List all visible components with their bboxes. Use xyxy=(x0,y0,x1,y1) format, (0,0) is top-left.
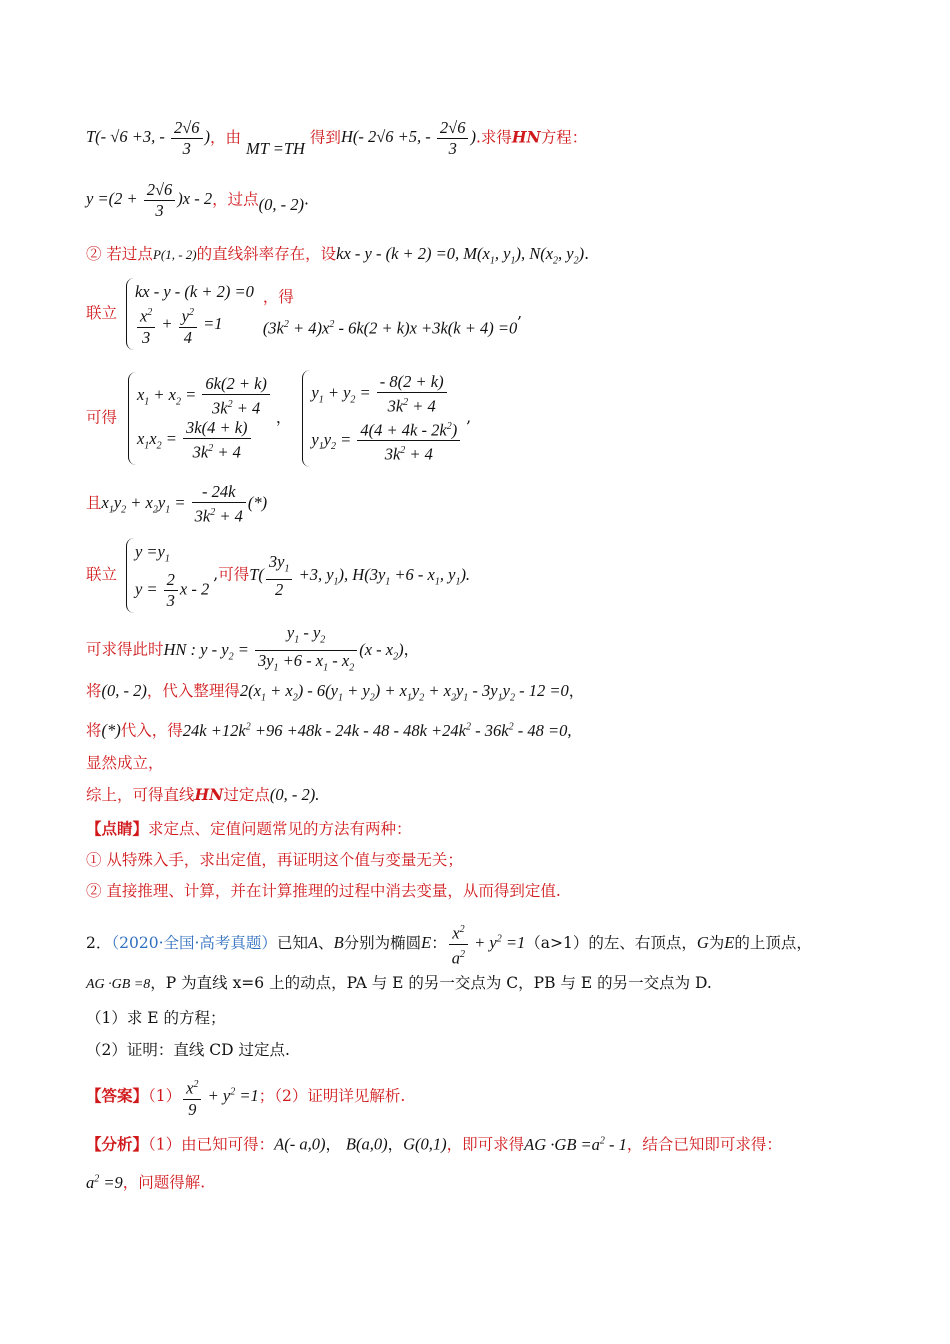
text: 的上顶点， xyxy=(734,933,812,952)
text: ，代入整理得 xyxy=(146,682,240,700)
text: ② 若过点 xyxy=(86,245,153,263)
text: 代入，得 xyxy=(120,721,183,740)
text: （1）由已知可得： xyxy=(148,1135,275,1154)
text: 可求得此时 xyxy=(86,640,164,659)
problem-source: （2020·全国·高考真题） xyxy=(111,933,277,952)
text: 得到 xyxy=(309,128,341,147)
text: ； xyxy=(258,1087,275,1106)
text: 方程： xyxy=(540,128,588,147)
dianjing-text: 求定点、定值问题常见的方法有两种： xyxy=(148,820,412,838)
text: 可得 xyxy=(86,408,118,427)
text: 且 xyxy=(86,494,102,513)
text: .求得 xyxy=(475,128,512,147)
text: 为 xyxy=(708,933,725,952)
line-1: T(- √6 +3, - $\frac{2√6}{3}$ )，由 MT =TH 得到H(- 2√6 +5, - $\frac{2√6}{3}$ ).求得HN方程： xyxy=(86,118,588,159)
text: ，过点 xyxy=(212,190,259,209)
text: 将 xyxy=(86,721,102,740)
text: ，由 xyxy=(210,128,242,147)
analysis-line-2: $a^2 =9$，问题得解. xyxy=(86,1172,206,1192)
line-2: y =(2 + $\frac{2√6}{3}$ )x - 2，过点(0, - 2). xyxy=(86,180,309,220)
line-4: 联立 kx - y - (k + 2) =0 $\frac{x^2}{3}$ + $\frac{y^2}{4}$ =1 ，得 $(3k^2 + 4)x^2 - 6k(2 + k)x +3k(k + 4) =0$ , xyxy=(86,278,890,350)
dianjing-item-2: ② 直接推理、计算，并在计算推理的过程中消去变量，从而得到定值. xyxy=(86,882,561,900)
line-11: 显然成立， xyxy=(86,754,164,772)
problem-2: 2．（2020·全国·高考真题）已知A、B分别为椭圆E： $\frac{x^2}{a^2}$ + $y^2 =1(a>1)$的左、右顶点，G为E的上顶点， xyxy=(86,920,890,968)
text: 过定点 xyxy=(223,786,270,804)
text: ，得 xyxy=(262,288,294,306)
answer: 【答案】（1） $\frac{x^2}{9}$ + $y^2 =1$；（2）证明详见解析. xyxy=(86,1075,890,1120)
text: 将 xyxy=(86,682,102,700)
dianjing xyxy=(86,818,890,840)
text: ，问题得解. xyxy=(122,1173,206,1192)
line-12: 综上，可得直线HN过定点(0, - 2). xyxy=(86,785,320,804)
text: 综上，可得直线 xyxy=(86,786,195,804)
text: 的直线斜率存在，设 xyxy=(196,245,337,263)
question-2: （2）证明：直线 CD 过定点. xyxy=(86,1041,290,1059)
question-1: （1）求 E 的方程； xyxy=(86,1009,226,1027)
line-10: 将(*)代入，得$24k +12k^2 +96 +48k - 24k - 48 - 48k +24k^2 - 36k^2 - 48 =0$, xyxy=(86,720,572,740)
line-6: 且$x_1y_2 + x_2y_1$ = $\frac{- 24k}{3k^2 + 4}$ (*) xyxy=(86,482,268,526)
line-7: 联立 $y =y_1$ y = $\frac{2}{3}$ x - 2 ,可得T( $\frac{3y_1}{2}$ +3, $y_1$), $H(3y_1 +6 - x_1$, $y_1$). xyxy=(86,538,890,613)
analysis: 【分析】（1）由已知可得：A(- a,0)， B(a,0)，G(0,1)，即可求得AG $\cdot GB =a^2 - 1$，结合已知即可求得： xyxy=(86,1134,782,1154)
line-3: ② 若过点P(1, - 2)的直线斜率存在，设kx - y - (k + 2) =0, $M(x_1$, $y_1$), $N(x_2$, $y_2$). xyxy=(86,244,590,267)
text: 、 xyxy=(318,933,334,952)
analysis-label: 【分析】 xyxy=(86,1134,149,1154)
text: HN xyxy=(511,127,541,147)
text: （a>1）的左、右顶点， xyxy=(525,933,697,952)
text: （2）证明详见解析. xyxy=(274,1087,406,1106)
dianjing-item-1: ① 从特殊入手，求出定值，再证明这个值与变量无关； xyxy=(86,851,463,869)
text: ，即可求得 xyxy=(446,1135,525,1154)
line-8: 可求得此时HN : y - $y_2$ = $\frac{y_1 - y_2}{3y_1 +6 - x_1 - x_2}$ $(x - x_2)$， xyxy=(86,623,420,674)
line-5: 可得 $x_1 + x_2$ = $\frac{6k(2 + k)}{3k^2 + 4}$ $x_1x_2$ = $\frac{3k(4 + k)}{3k^2 + 4}$ ， $y_1 + y_2$ = $\frac{- 8(2 + k)}{3k^2 + 4}$ $y_1y_2$ = $\frac{4(4 + 4k - 2k^2)}{3k^2 + 4}$ , xyxy=(86,370,890,467)
text: ，结合已知即可求得： xyxy=(626,1135,782,1154)
text: （1） xyxy=(148,1087,182,1106)
line-9: 将(0, - 2)，代入整理得$2(x_1 + x_2) - 6(y_1 + y_2) + x_1y_2 + x_2y_1 - 3y_1y_2 - 12 =0$， xyxy=(86,681,585,704)
text: HN xyxy=(194,785,224,804)
text: 可得 xyxy=(218,565,250,584)
text: ，P 为直线 x=6 上的动点，PA 与 E 的另一交点为 C，PB 与 E 的另一交点为 D. xyxy=(150,974,712,992)
text: 联立 xyxy=(86,303,118,322)
text: 已知 xyxy=(276,933,308,952)
problem-number: 2． xyxy=(86,933,112,952)
text: 分别为椭圆 xyxy=(343,933,422,952)
answer-label: 【答案】 xyxy=(86,1086,149,1106)
text: 联立 xyxy=(86,565,118,584)
formula: MT =TH xyxy=(246,139,305,159)
problem-2-line-2: AG ·GB =8，P 为直线 x=6 上的动点，PA 与 E 的另一交点为 C，PB 与 E 的另一交点为 D. xyxy=(86,974,712,992)
dianjing-label: 【点睛】 xyxy=(86,819,149,838)
